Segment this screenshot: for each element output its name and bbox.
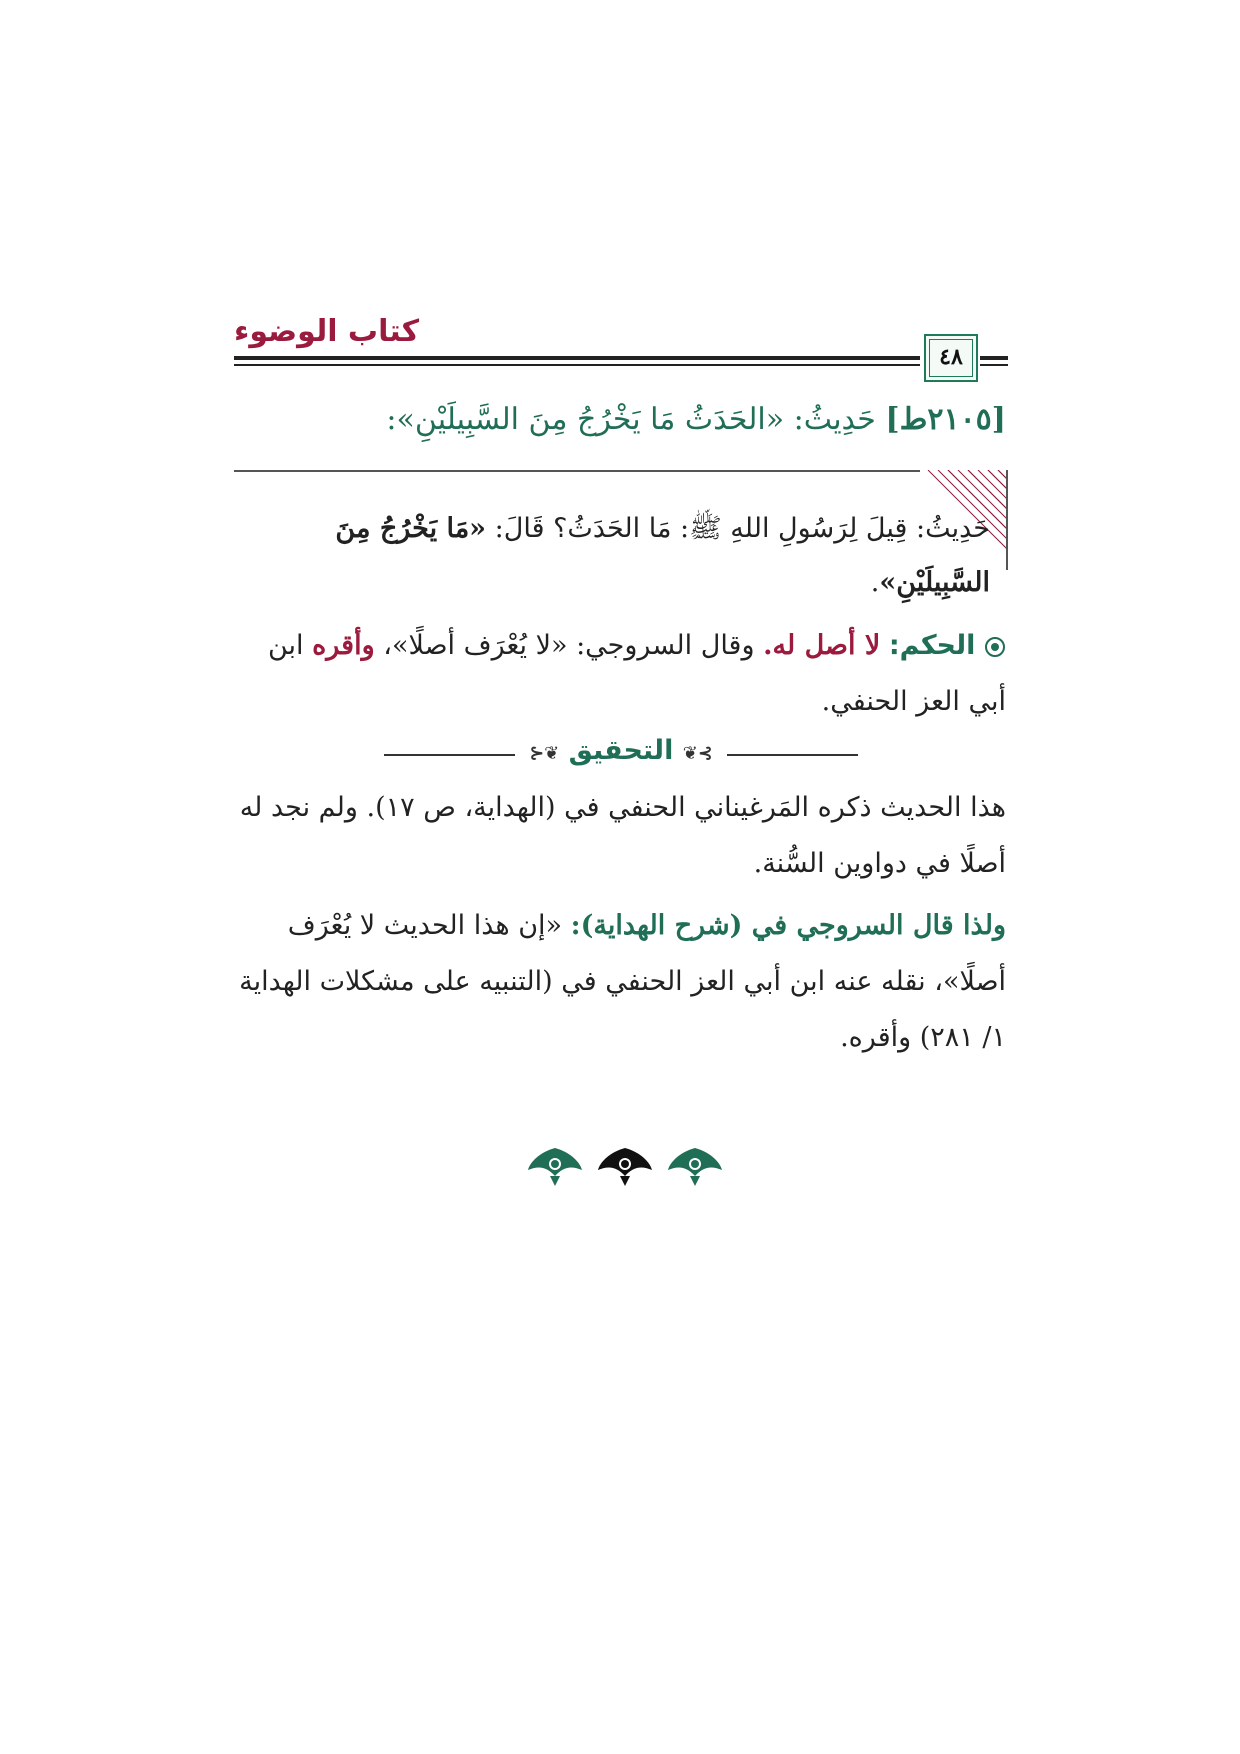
paragraph-rest: «إن هذا الحديث لا يُعْرَف أصلًا»، نقله عنه ابن أبي العز الحنفي في (التنبيه على مشكلات الهداية ١/ ٢٨١) وأقره. [239,910,1006,1053]
ornament-icon: ❦⊰ [682,743,713,764]
ruling [232,618,1006,730]
paragraph: هذا الحديث ذكره المَرغيناني الحنفي في (الهداية، ص ١٧). ولم نجد له أصلًا في دواوين السُّنة. [239,792,1006,879]
page-frame-icon [924,334,978,382]
header-rule-right [980,356,1008,360]
ruling-middle: وقال السروجي: «لا يُعْرَف أصلًا»، [374,630,764,661]
ruling-label: الحكم: [888,630,976,661]
section-title-text: التحقيق [568,735,674,766]
hadith-heading-text: حَدِيثُ: «الحَدَثُ مَا يَخْرُجُ مِنَ السَّبِيلَيْنِ»: [386,402,876,437]
ornament-icon: ⊱❦ [529,743,560,764]
paragraph-lead: ولذا قال السروجي في (شرح الهداية): [570,910,1006,941]
flower-ornament-icon [520,1140,730,1190]
hadith-box [234,470,1008,598]
page-number: ٤٨ [939,344,963,370]
header-rule [234,356,920,360]
section-title [515,735,727,766]
rosette-icon [975,630,1006,661]
box-right-line [1006,470,1008,570]
ruling-end: ابن أبي العز الحنفي. [267,630,1006,717]
hadith-number: [٢١٠٥ط] [885,402,1006,437]
hadith-text-bold: «مَا يَخْرُجُ مِنَ السَّبِيلَيْنِ» [335,513,990,598]
hadith-text-end: . [870,567,880,598]
hadith-heading [216,402,1006,437]
page-header [234,300,1008,390]
ruling-approved: وأقره [312,630,375,661]
header-rule-thin [234,364,920,366]
hadith-text [240,502,990,610]
box-top-line [234,470,920,472]
header-rule-right-thin [980,364,1008,366]
paragraph [232,898,1006,1066]
hadith-text-part1: حَدِيثُ: قِيلَ لِرَسُولِ اللهِ ﷺ: مَا الحَدَثُ؟ قَالَ: [486,513,990,544]
ruling-verdict: لا أصل له. [763,630,881,661]
section-divider [234,735,1008,775]
chapter-title: كتاب الوضوء [234,314,420,349]
